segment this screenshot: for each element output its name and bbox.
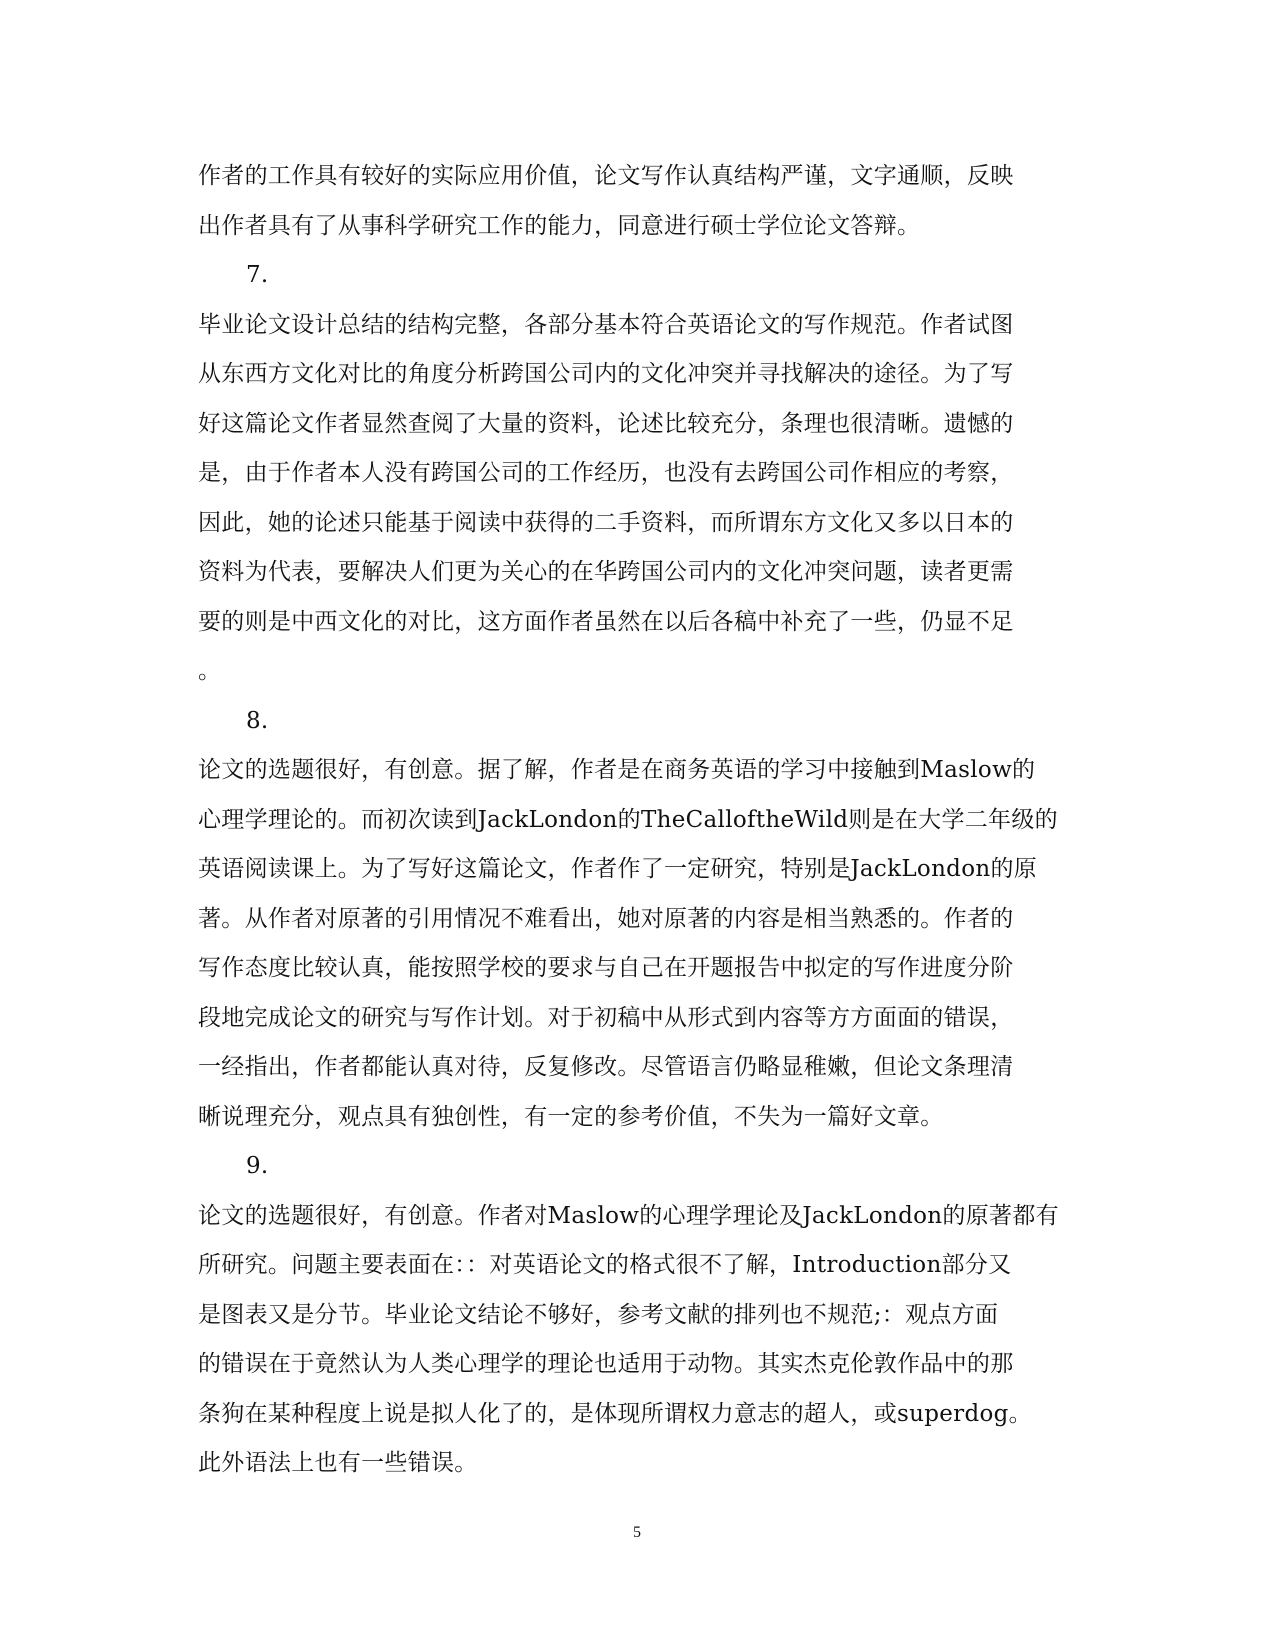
document-body xyxy=(198,152,1080,1489)
item-number: 7. xyxy=(246,262,269,288)
text-line: 心理学理论的。而初次读到JackLondon的TheCalloftheWild则是在大学二年级的 xyxy=(198,806,1058,833)
text-line: 一经指出，作者都能认真对待，反复修改。尽管语言仍略显稚嫩，但论文条理清 xyxy=(198,1054,1014,1080)
item-number: 8. xyxy=(246,707,269,734)
text-line: 要的则是中西文化的对比，这方面作者虽然在以后各稿中补充了一些，仍显不足 xyxy=(198,608,1014,635)
text-line: 。 xyxy=(198,658,222,684)
text-line: 的错误在于竟然认为人类心理学的理论也适用于动物。其实杰克伦敦作品中的那 xyxy=(198,1351,1014,1377)
text-line: 段地完成论文的研究与写作计划。对于初稿中从形式到内容等方方面面的错误， xyxy=(198,1004,1014,1031)
text-line: 所研究。问题主要表面在：：对英语论文的格式很不了解，Introduction部分又 xyxy=(198,1252,1012,1278)
text-line: 写作态度比较认真，能按照学校的要求与自己在开题报告中拟定的写作进度分阶 xyxy=(198,955,1014,981)
text-line: 好这篇论文作者显然查阅了大量的资料，论述比较充分，条理也很清晰。遗憾的 xyxy=(198,410,1014,437)
text-line: 条狗在某种程度上说是拟人化了的，是体现所谓权力意志的超人，或superdog。 xyxy=(198,1400,1032,1427)
text-line: 英语阅读课上。为了写好这篇论文，作者作了一定研究，特别是JackLondon的原 xyxy=(198,856,1038,882)
item-number: 9. xyxy=(246,1153,269,1179)
text-line: 论文的选题很好，有创意。据了解，作者是在商务英语的学习中接触到Maslow的 xyxy=(198,757,1036,783)
text-line: 毕业论文设计总结的结构完整，各部分基本符合英语论文的写作规范。作者试图 xyxy=(198,311,1014,338)
text-line: 论文的选题很好，有创意。作者对Maslow的心理学理论及JackLondon的原著都有 xyxy=(198,1202,1059,1229)
text-line: 从东西方文化对比的角度分析跨国公司内的文化冲突并寻找解决的途径。为了写 xyxy=(198,361,1014,387)
text-line: 著。从作者对原著的引用情况不难看出，她对原著的内容是相当熟悉的。作者的 xyxy=(198,905,1014,932)
text-line: 是图表又是分节。毕业论文结论不够好，参考文献的排列也不规范;：观点方面 xyxy=(198,1301,999,1328)
text-line: 出作者具有了从事科学研究工作的能力，同意进行硕士学位论文答辩。 xyxy=(198,212,921,239)
page-number: 5 xyxy=(633,1524,641,1541)
text-line: 作者的工作具有较好的实际应用价值，论文写作认真结构严谨，文字通顺，反映 xyxy=(198,163,1014,189)
text-line: 是，由于作者本人没有跨国公司的工作经历，也没有去跨国公司作相应的考察， xyxy=(198,460,1014,486)
text-line: 资料为代表，要解决人们更为关心的在华跨国公司内的文化冲突问题，读者更需 xyxy=(198,559,1014,585)
text-line: 此外语法上也有一些错误。 xyxy=(198,1450,478,1476)
text-line: 因此，她的论述只能基于阅读中获得的二手资料，而所谓东方文化又多以日本的 xyxy=(198,509,1014,536)
text-line: 晰说理充分，观点具有独创性，有一定的参考价值，不失为一篇好文章。 xyxy=(198,1103,944,1130)
